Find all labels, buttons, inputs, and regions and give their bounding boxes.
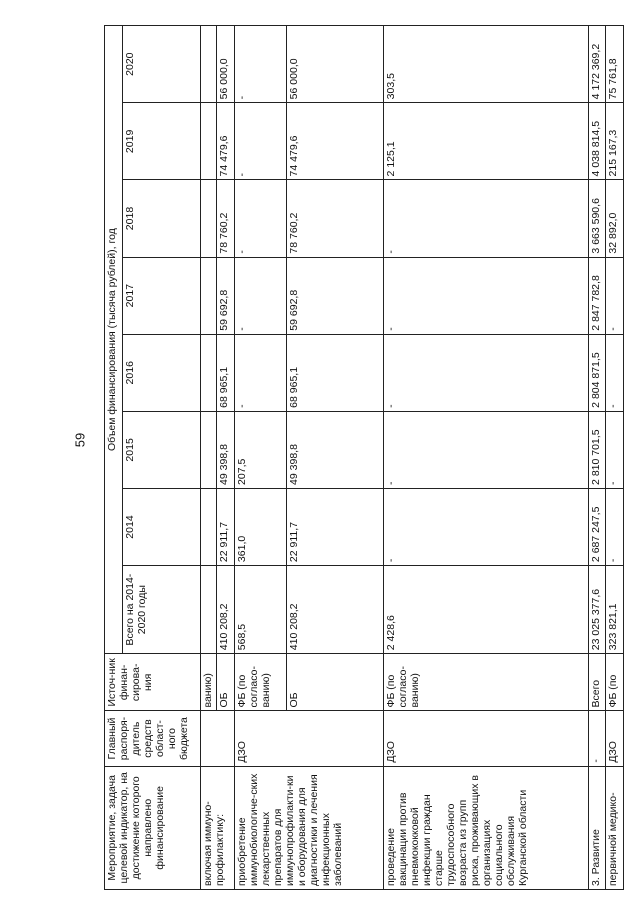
value-cell: 78 760,2 (217, 180, 234, 257)
header-year-2016: 2016 (123, 334, 201, 411)
header-volume: Объем финансирования (тысяча рублей), год (105, 26, 123, 654)
value-cell: 2 804 871,5 (589, 334, 606, 411)
value-cell: - (383, 334, 588, 411)
value-cell: 49 398,8 (287, 411, 383, 488)
value-cell: 215 167,3 (606, 103, 624, 180)
source-cell: ОБ (287, 654, 383, 711)
value-cell: 568,5 (234, 566, 286, 654)
value-cell: 59 692,8 (287, 257, 383, 334)
value-cell: 410 208,2 (287, 566, 383, 654)
value-cell: - (606, 334, 624, 411)
value-cell: 68 965,1 (287, 334, 383, 411)
value-cell: 207,5 (234, 411, 286, 488)
source-cell: ФБ (по согласо-ванию) (383, 654, 588, 711)
header-source: Источ-ник финан-сирова-ния (105, 654, 201, 711)
value-cell: 323 821,1 (606, 566, 624, 654)
value-cell: - (606, 488, 624, 565)
source-cell: Всего (589, 654, 606, 711)
value-cell: 2 687 247,5 (589, 488, 606, 565)
value-cell: - (234, 180, 286, 257)
manager-cell: - (589, 711, 606, 766)
value-cell: 49 398,8 (217, 411, 234, 488)
header-year-2014: 2014 (123, 488, 201, 565)
header-activity: Мероприятие, задача целевой индикатор, на достижение которого направлено финансирование (105, 766, 201, 889)
table-row (383, 26, 588, 890)
value-cell: 74 479,6 (217, 103, 234, 180)
value-cell: 22 911,7 (287, 488, 383, 565)
header-year-2020: 2020 (123, 26, 201, 103)
value-cell: - (383, 180, 588, 257)
value-cell: 74 479,6 (287, 103, 383, 180)
activity-cell: приобретение иммунобиологиче-ских лекарственных препаратов для иммунопрофилакти-ки и оборудования для диагностики и лечения инфекционных заболеваний (234, 766, 383, 889)
manager-cell: ДЗО (606, 711, 624, 766)
value-cell: 56 000,0 (287, 26, 383, 103)
source-cell: ФБ (по согласо-ванию) (234, 654, 286, 711)
table-row (234, 26, 286, 890)
manager-cell (201, 711, 235, 766)
value-cell: - (383, 411, 588, 488)
value-cell: 32 892,0 (606, 180, 624, 257)
value-cell: 2 428,6 (383, 566, 588, 654)
value-cell: 4 038 814,5 (589, 103, 606, 180)
header-manager: Главный распоря-дитель средств област-ного бюджета (105, 711, 201, 766)
value-cell: 2 810 701,5 (589, 411, 606, 488)
value-cell: - (606, 411, 624, 488)
value-cell: 2 125,1 (383, 103, 588, 180)
source-cell: ванию) (201, 654, 217, 711)
value-cell: - (234, 257, 286, 334)
manager-cell: ДЗО (383, 711, 588, 766)
manager-cell: ДЗО (234, 711, 383, 766)
value-cell: - (606, 257, 624, 334)
table-row (201, 26, 217, 890)
value-cell: 23 025 377,6 (589, 566, 606, 654)
header-year-2019: 2019 (123, 103, 201, 180)
source-cell: ОБ (217, 654, 234, 711)
value-cell: 3 663 590,6 (589, 180, 606, 257)
page-number: 59 (72, 432, 88, 448)
header-total: Всего на 2014-2020 годы (123, 566, 201, 654)
source-cell: ФБ (по (606, 654, 624, 711)
value-cell: - (383, 257, 588, 334)
value-cell: 68 965,1 (217, 334, 234, 411)
value-cell: 303,5 (383, 26, 588, 103)
header-year-2015: 2015 (123, 411, 201, 488)
value-cell: 59 692,8 (217, 257, 234, 334)
value-cell: 410 208,2 (217, 566, 234, 654)
value-cell: - (383, 488, 588, 565)
activity-cell: включая иммуно-профилактику: (201, 766, 235, 889)
value-cell: 22 911,7 (217, 488, 234, 565)
value-cell: - (234, 334, 286, 411)
value-cell: 2 847 782,8 (589, 257, 606, 334)
activity-cell: 3. Развитие (589, 766, 606, 889)
header-year-2017: 2017 (123, 257, 201, 334)
value-cell: - (234, 26, 286, 103)
activity-cell: проведение вакцинации против пневмококковой инфекции граждан старше трудоспособного возраста из групп риска, проживающих в организациях социального обслуживания Курганской области (383, 766, 588, 889)
rotated-table-container (104, 25, 624, 890)
header-year-2018: 2018 (123, 180, 201, 257)
table-wrapper (104, 25, 624, 890)
value-cell: 75 761,8 (606, 26, 624, 103)
table-row (606, 26, 624, 890)
value-cell: 56 000,0 (217, 26, 234, 103)
value-cell: 361,0 (234, 488, 286, 565)
activity-cell: первичной медико- (606, 766, 624, 889)
value-cell: 78 760,2 (287, 180, 383, 257)
value-cell: 4 172 369,2 (589, 26, 606, 103)
value-cell: - (234, 103, 286, 180)
table-row (589, 26, 606, 890)
financing-table (104, 25, 624, 890)
